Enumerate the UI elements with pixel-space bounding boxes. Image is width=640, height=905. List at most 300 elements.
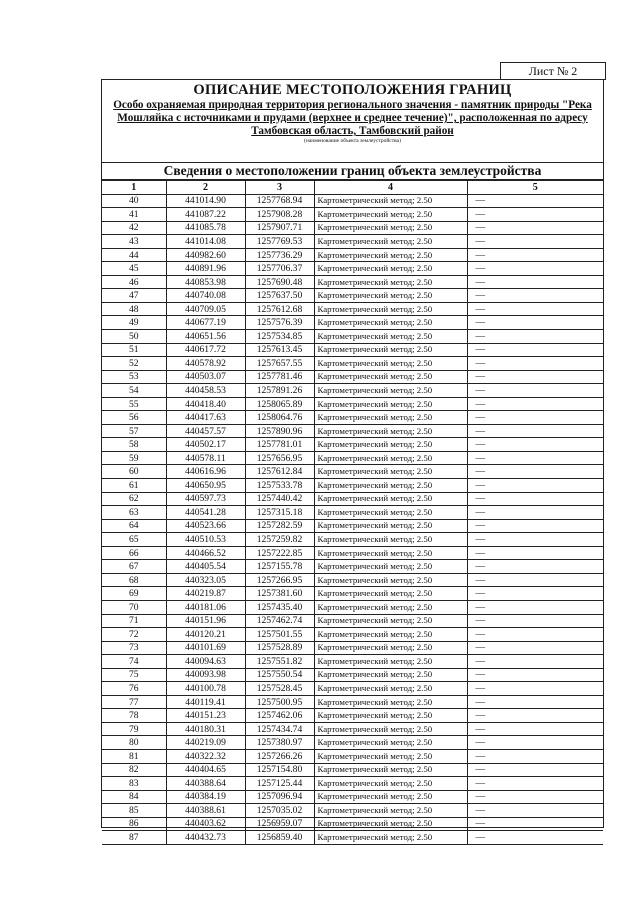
point-number-cell: 63 (102, 506, 166, 520)
description-cell: — (467, 682, 603, 696)
x-coordinate-cell: 440093.98 (166, 668, 245, 682)
table-row (102, 438, 603, 452)
column-header: 2 (166, 181, 245, 195)
point-number-cell: 52 (102, 357, 166, 371)
x-coordinate-cell: 440100.78 (166, 682, 245, 696)
y-coordinate-cell: 1257612.84 (245, 465, 314, 479)
method-cell: Картометрический метод; 2.50 (314, 533, 467, 547)
y-coordinate-cell: 1257551.82 (245, 655, 314, 669)
table-row (102, 465, 603, 479)
y-coordinate-cell: 1257259.82 (245, 533, 314, 547)
table-row (102, 817, 603, 831)
point-number-cell: 50 (102, 330, 166, 344)
method-cell: Картометрический метод; 2.50 (314, 573, 467, 587)
y-coordinate-cell: 1256959.07 (245, 817, 314, 831)
x-coordinate-cell: 440404.65 (166, 763, 245, 777)
x-coordinate-cell: 440151.96 (166, 614, 245, 628)
x-coordinate-cell: 440120.21 (166, 628, 245, 642)
x-coordinate-cell: 440180.31 (166, 722, 245, 736)
table-row (102, 736, 603, 750)
y-coordinate-cell: 1257222.85 (245, 546, 314, 560)
method-cell: Картометрический метод; 2.50 (314, 736, 467, 750)
x-coordinate-cell: 440432.73 (166, 831, 245, 845)
point-number-cell: 40 (102, 194, 166, 208)
method-cell: Картометрический метод; 2.50 (314, 804, 467, 818)
description-cell: — (467, 817, 603, 831)
table-row (102, 641, 603, 655)
point-number-cell: 47 (102, 289, 166, 303)
point-number-cell: 43 (102, 235, 166, 249)
description-cell: — (467, 506, 603, 520)
description-cell: — (467, 668, 603, 682)
description-cell: — (467, 302, 603, 316)
x-coordinate-cell: 440677.19 (166, 316, 245, 330)
table-row (102, 628, 603, 642)
description-cell: — (467, 628, 603, 642)
method-cell: Картометрический метод; 2.50 (314, 248, 467, 262)
x-coordinate-cell: 440982.60 (166, 248, 245, 262)
method-cell: Картометрический метод; 2.50 (314, 221, 467, 235)
method-cell: Картометрический метод; 2.50 (314, 722, 467, 736)
x-coordinate-cell: 440891.96 (166, 262, 245, 276)
point-number-cell: 84 (102, 790, 166, 804)
description-cell: — (467, 709, 603, 723)
x-coordinate-cell: 440384.19 (166, 790, 245, 804)
method-cell: Картометрический метод; 2.50 (314, 492, 467, 506)
point-number-cell: 79 (102, 722, 166, 736)
x-coordinate-cell: 440523.66 (166, 519, 245, 533)
method-cell: Картометрический метод; 2.50 (314, 479, 467, 493)
y-coordinate-cell: 1257096.94 (245, 790, 314, 804)
y-coordinate-cell: 1257266.95 (245, 573, 314, 587)
point-number-cell: 73 (102, 641, 166, 655)
y-coordinate-cell: 1257501.55 (245, 628, 314, 642)
x-coordinate-cell: 440405.54 (166, 560, 245, 574)
x-coordinate-cell: 440616.96 (166, 465, 245, 479)
description-cell: — (467, 614, 603, 628)
x-coordinate-cell: 440322.32 (166, 749, 245, 763)
x-coordinate-cell: 440502.17 (166, 438, 245, 452)
description-cell: — (467, 695, 603, 709)
y-coordinate-cell: 1258064.76 (245, 411, 314, 425)
y-coordinate-cell: 1257612.68 (245, 302, 314, 316)
table-row (102, 302, 603, 316)
y-coordinate-cell: 1257657.55 (245, 357, 314, 371)
method-cell: Картометрический метод; 2.50 (314, 289, 467, 303)
method-cell: Картометрический метод; 2.50 (314, 316, 467, 330)
description-cell: — (467, 533, 603, 547)
method-cell: Картометрический метод; 2.50 (314, 519, 467, 533)
point-number-cell: 46 (102, 275, 166, 289)
description-cell: — (467, 479, 603, 493)
point-number-cell: 57 (102, 424, 166, 438)
method-cell: Картометрический метод; 2.50 (314, 451, 467, 465)
method-cell: Картометрический метод; 2.50 (314, 506, 467, 520)
table-row (102, 248, 603, 262)
document-frame (101, 79, 604, 844)
x-coordinate-cell: 440119.41 (166, 695, 245, 709)
table-row (102, 614, 603, 628)
point-number-cell: 49 (102, 316, 166, 330)
description-cell: — (467, 370, 603, 384)
table-row (102, 221, 603, 235)
method-cell: Картометрический метод; 2.50 (314, 600, 467, 614)
table-row (102, 560, 603, 574)
table-row (102, 668, 603, 682)
description-cell: — (467, 357, 603, 371)
description-cell: — (467, 573, 603, 587)
method-cell: Картометрический метод; 2.50 (314, 302, 467, 316)
point-number-cell: 77 (102, 695, 166, 709)
description-cell: — (467, 777, 603, 791)
table-row (102, 533, 603, 547)
point-number-cell: 44 (102, 248, 166, 262)
description-cell: — (467, 736, 603, 750)
point-number-cell: 54 (102, 384, 166, 398)
y-coordinate-cell: 1258065.89 (245, 397, 314, 411)
description-cell: — (467, 397, 603, 411)
point-number-cell: 64 (102, 519, 166, 533)
description-cell: — (467, 722, 603, 736)
description-cell: — (467, 289, 603, 303)
point-number-cell: 53 (102, 370, 166, 384)
x-coordinate-cell: 440510.53 (166, 533, 245, 547)
method-cell: Картометрический метод; 2.50 (314, 465, 467, 479)
y-coordinate-cell: 1257434.74 (245, 722, 314, 736)
x-coordinate-cell: 440466.52 (166, 546, 245, 560)
table-row (102, 208, 603, 222)
sheet-label: Лист № 2 (500, 62, 606, 80)
table-row (102, 600, 603, 614)
description-cell: — (467, 438, 603, 452)
table-row (102, 343, 603, 357)
table-row (102, 492, 603, 506)
table-row (102, 695, 603, 709)
table-row (102, 749, 603, 763)
y-coordinate-cell: 1257440.42 (245, 492, 314, 506)
point-number-cell: 71 (102, 614, 166, 628)
method-cell: Картометрический метод; 2.50 (314, 546, 467, 560)
description-cell: — (467, 763, 603, 777)
y-coordinate-cell: 1257891.26 (245, 384, 314, 398)
method-cell: Картометрический метод; 2.50 (314, 194, 467, 208)
y-coordinate-cell: 1257462.06 (245, 709, 314, 723)
point-number-cell: 58 (102, 438, 166, 452)
point-number-cell: 66 (102, 546, 166, 560)
y-coordinate-cell: 1257154.80 (245, 763, 314, 777)
description-cell: — (467, 316, 603, 330)
table-row (102, 370, 603, 384)
x-coordinate-cell: 440651.56 (166, 330, 245, 344)
table-row (102, 411, 603, 425)
description-cell: — (467, 235, 603, 249)
point-number-cell: 76 (102, 682, 166, 696)
x-coordinate-cell: 440578.92 (166, 357, 245, 371)
method-cell: Картометрический метод; 2.50 (314, 790, 467, 804)
object-name-line-2: Мошляйка с источниками и прудами (верхнее и среднее течение)", расположенная по адресу (117, 112, 588, 124)
column-header: 1 (102, 181, 166, 195)
table-row (102, 451, 603, 465)
table-row (102, 587, 603, 601)
point-number-cell: 86 (102, 817, 166, 831)
point-number-cell: 61 (102, 479, 166, 493)
object-name-line-3: Тамбовская область, Тамбовский район (251, 125, 454, 137)
method-cell: Картометрический метод; 2.50 (314, 587, 467, 601)
boundary-points-table (102, 180, 603, 845)
description-cell: — (467, 831, 603, 845)
x-coordinate-cell: 440151.23 (166, 709, 245, 723)
table-header-row (102, 181, 603, 195)
y-coordinate-cell: 1257907.71 (245, 221, 314, 235)
y-coordinate-cell: 1257908.28 (245, 208, 314, 222)
method-cell: Картометрический метод; 2.50 (314, 777, 467, 791)
table-row (102, 357, 603, 371)
table-row (102, 804, 603, 818)
description-cell: — (467, 492, 603, 506)
y-coordinate-cell: 1257435.40 (245, 600, 314, 614)
table-row (102, 722, 603, 736)
table-row (102, 479, 603, 493)
table-row (102, 763, 603, 777)
method-cell: Картометрический метод; 2.50 (314, 397, 467, 411)
method-cell: Картометрический метод; 2.50 (314, 343, 467, 357)
method-cell: Картометрический метод; 2.50 (314, 330, 467, 344)
description-cell: — (467, 560, 603, 574)
y-coordinate-cell: 1257890.96 (245, 424, 314, 438)
y-coordinate-cell: 1257768.94 (245, 194, 314, 208)
method-cell: Картометрический метод; 2.50 (314, 682, 467, 696)
method-cell: Картометрический метод; 2.50 (314, 763, 467, 777)
point-number-cell: 60 (102, 465, 166, 479)
object-name-line-1: Особо охраняемая природная территория регионального значения - памятник природы "Река (113, 99, 592, 111)
description-cell: — (467, 275, 603, 289)
table-row (102, 790, 603, 804)
y-coordinate-cell: 1257613.45 (245, 343, 314, 357)
x-coordinate-cell: 440388.64 (166, 777, 245, 791)
method-cell: Картометрический метод; 2.50 (314, 709, 467, 723)
method-cell: Картометрический метод; 2.50 (314, 411, 467, 425)
method-cell: Картометрический метод; 2.50 (314, 817, 467, 831)
x-coordinate-cell: 440503.07 (166, 370, 245, 384)
table-row (102, 682, 603, 696)
x-coordinate-cell: 440709.05 (166, 302, 245, 316)
document-header (102, 80, 603, 163)
y-coordinate-cell: 1257550.54 (245, 668, 314, 682)
table-row (102, 397, 603, 411)
y-coordinate-cell: 1257656.95 (245, 451, 314, 465)
point-number-cell: 80 (102, 736, 166, 750)
y-coordinate-cell: 1257736.29 (245, 248, 314, 262)
description-cell: — (467, 262, 603, 276)
point-number-cell: 69 (102, 587, 166, 601)
x-coordinate-cell: 440094.63 (166, 655, 245, 669)
method-cell: Картометрический метод; 2.50 (314, 235, 467, 249)
y-coordinate-cell: 1257125.44 (245, 777, 314, 791)
x-coordinate-cell: 440597.73 (166, 492, 245, 506)
point-number-cell: 87 (102, 831, 166, 845)
y-coordinate-cell: 1257381.60 (245, 587, 314, 601)
method-cell: Картометрический метод; 2.50 (314, 668, 467, 682)
x-coordinate-cell: 440417.63 (166, 411, 245, 425)
point-number-cell: 55 (102, 397, 166, 411)
point-number-cell: 51 (102, 343, 166, 357)
method-cell: Картометрический метод; 2.50 (314, 628, 467, 642)
description-cell: — (467, 208, 603, 222)
x-coordinate-cell: 440578.11 (166, 451, 245, 465)
point-number-cell: 74 (102, 655, 166, 669)
y-coordinate-cell: 1257769.53 (245, 235, 314, 249)
point-number-cell: 48 (102, 302, 166, 316)
x-coordinate-cell: 440219.87 (166, 587, 245, 601)
point-number-cell: 85 (102, 804, 166, 818)
description-cell: — (467, 194, 603, 208)
table-row (102, 235, 603, 249)
point-number-cell: 42 (102, 221, 166, 235)
table-row (102, 194, 603, 208)
table-row (102, 330, 603, 344)
x-coordinate-cell: 440541.28 (166, 506, 245, 520)
point-number-cell: 72 (102, 628, 166, 642)
y-coordinate-cell: 1257706.37 (245, 262, 314, 276)
y-coordinate-cell: 1257528.45 (245, 682, 314, 696)
x-coordinate-cell: 440388.61 (166, 804, 245, 818)
point-number-cell: 83 (102, 777, 166, 791)
column-header: 5 (467, 181, 603, 195)
table-body (102, 194, 603, 844)
table-row (102, 316, 603, 330)
description-cell: — (467, 600, 603, 614)
method-cell: Картометрический метод; 2.50 (314, 641, 467, 655)
method-cell: Картометрический метод; 2.50 (314, 208, 467, 222)
point-number-cell: 41 (102, 208, 166, 222)
description-cell: — (467, 546, 603, 560)
x-coordinate-cell: 440740.08 (166, 289, 245, 303)
point-number-cell: 45 (102, 262, 166, 276)
description-cell: — (467, 749, 603, 763)
y-coordinate-cell: 1257155.78 (245, 560, 314, 574)
y-coordinate-cell: 1257462.74 (245, 614, 314, 628)
x-coordinate-cell: 440403.62 (166, 817, 245, 831)
section-title: Сведения о местоположении границ объекта землеустройства (102, 163, 603, 180)
point-number-cell: 65 (102, 533, 166, 547)
table-row (102, 519, 603, 533)
x-coordinate-cell: 441087.22 (166, 208, 245, 222)
description-cell: — (467, 411, 603, 425)
method-cell: Картометрический метод; 2.50 (314, 831, 467, 845)
method-cell: Картометрический метод; 2.50 (314, 384, 467, 398)
y-coordinate-cell: 1257534.85 (245, 330, 314, 344)
description-cell: — (467, 424, 603, 438)
point-number-cell: 59 (102, 451, 166, 465)
description-cell: — (467, 221, 603, 235)
x-coordinate-cell: 440101.69 (166, 641, 245, 655)
column-header: 4 (314, 181, 467, 195)
method-cell: Картометрический метод; 2.50 (314, 614, 467, 628)
y-coordinate-cell: 1257315.18 (245, 506, 314, 520)
object-name-caption: (наименование объекта землеустройства) (304, 138, 401, 144)
point-number-cell: 56 (102, 411, 166, 425)
description-cell: — (467, 804, 603, 818)
method-cell: Картометрический метод; 2.50 (314, 370, 467, 384)
table-row (102, 424, 603, 438)
description-cell: — (467, 451, 603, 465)
point-number-cell: 82 (102, 763, 166, 777)
y-coordinate-cell: 1257781.46 (245, 370, 314, 384)
x-coordinate-cell: 440418.40 (166, 397, 245, 411)
x-coordinate-cell: 441085.78 (166, 221, 245, 235)
description-cell: — (467, 641, 603, 655)
method-cell: Картометрический метод; 2.50 (314, 275, 467, 289)
method-cell: Картометрический метод; 2.50 (314, 262, 467, 276)
point-number-cell: 70 (102, 600, 166, 614)
y-coordinate-cell: 1257035.02 (245, 804, 314, 818)
method-cell: Картометрический метод; 2.50 (314, 695, 467, 709)
table-row (102, 655, 603, 669)
y-coordinate-cell: 1257266.26 (245, 749, 314, 763)
point-number-cell: 62 (102, 492, 166, 506)
table-row (102, 777, 603, 791)
y-coordinate-cell: 1257533.78 (245, 479, 314, 493)
y-coordinate-cell: 1257380.97 (245, 736, 314, 750)
x-coordinate-cell: 440617.72 (166, 343, 245, 357)
y-coordinate-cell: 1257500.95 (245, 695, 314, 709)
column-header: 3 (245, 181, 314, 195)
y-coordinate-cell: 1257637.50 (245, 289, 314, 303)
table-row (102, 506, 603, 520)
x-coordinate-cell: 441014.08 (166, 235, 245, 249)
method-cell: Картометрический метод; 2.50 (314, 749, 467, 763)
description-cell: — (467, 655, 603, 669)
description-cell: — (467, 330, 603, 344)
x-coordinate-cell: 440219.09 (166, 736, 245, 750)
y-coordinate-cell: 1257528.89 (245, 641, 314, 655)
point-number-cell: 75 (102, 668, 166, 682)
document-title: ОПИСАНИЕ МЕСТОПОЛОЖЕНИЯ ГРАНИЦ (193, 82, 512, 98)
table-row (102, 289, 603, 303)
table-row (102, 275, 603, 289)
x-coordinate-cell: 440181.06 (166, 600, 245, 614)
description-cell: — (467, 519, 603, 533)
x-coordinate-cell: 440853.98 (166, 275, 245, 289)
table-row (102, 262, 603, 276)
point-number-cell: 68 (102, 573, 166, 587)
description-cell: — (467, 248, 603, 262)
table-row (102, 709, 603, 723)
method-cell: Картометрический метод; 2.50 (314, 424, 467, 438)
y-coordinate-cell: 1257781.01 (245, 438, 314, 452)
method-cell: Картометрический метод; 2.50 (314, 357, 467, 371)
x-coordinate-cell: 440457.57 (166, 424, 245, 438)
point-number-cell: 67 (102, 560, 166, 574)
point-number-cell: 81 (102, 749, 166, 763)
y-coordinate-cell: 1257576.39 (245, 316, 314, 330)
x-coordinate-cell: 441014.90 (166, 194, 245, 208)
table-row (102, 831, 603, 845)
x-coordinate-cell: 440650.95 (166, 479, 245, 493)
description-cell: — (467, 587, 603, 601)
table-row (102, 546, 603, 560)
y-coordinate-cell: 1257282.59 (245, 519, 314, 533)
method-cell: Картометрический метод; 2.50 (314, 438, 467, 452)
x-coordinate-cell: 440458.53 (166, 384, 245, 398)
method-cell: Картометрический метод; 2.50 (314, 655, 467, 669)
description-cell: — (467, 465, 603, 479)
description-cell: — (467, 790, 603, 804)
method-cell: Картометрический метод; 2.50 (314, 560, 467, 574)
x-coordinate-cell: 440323.05 (166, 573, 245, 587)
table-row (102, 573, 603, 587)
y-coordinate-cell: 1256859.40 (245, 831, 314, 845)
